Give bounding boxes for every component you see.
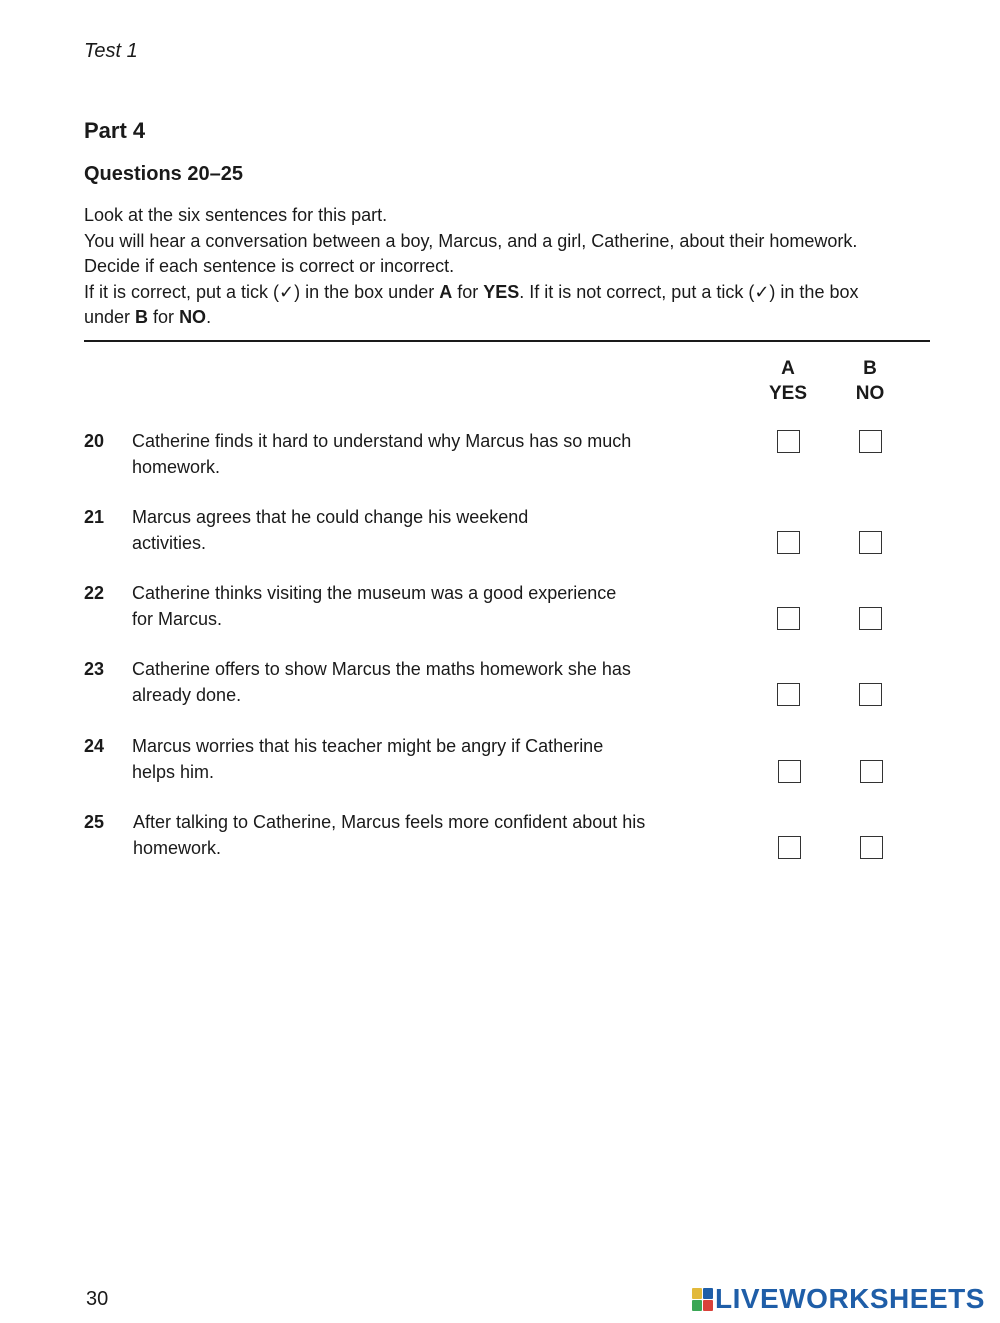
question-number: 22 bbox=[84, 583, 105, 603]
question-text: Catherine finds it hard to understand why Marcus has so much homework. bbox=[132, 431, 632, 477]
logo-square-2 bbox=[703, 1288, 713, 1299]
question-text: Catherine thinks visiting the museum was a good experience for Marcus. bbox=[132, 583, 617, 629]
q20-yes-checkbox[interactable] bbox=[777, 430, 800, 453]
question-number: 25 bbox=[84, 812, 105, 832]
questions-title: Questions 20–25 bbox=[84, 163, 243, 185]
instruction-line-2: You will hear a conversation between a boy, Marcus, and a girl, Catherine, about their homework. bbox=[84, 230, 858, 251]
liveworksheets-logo[interactable] bbox=[692, 1283, 985, 1315]
logo-square-1 bbox=[692, 1288, 702, 1299]
instructions bbox=[84, 203, 934, 331]
page-number: 30 bbox=[86, 1288, 109, 1310]
q25-yes-checkbox[interactable] bbox=[778, 836, 801, 859]
divider-rule bbox=[84, 340, 930, 342]
q24-yes-checkbox[interactable] bbox=[778, 760, 801, 783]
q21-yes-checkbox[interactable] bbox=[777, 531, 800, 554]
instruction-line-5: under B for NO. bbox=[84, 307, 212, 327]
question-number: 23 bbox=[84, 659, 105, 679]
logo-square-4 bbox=[703, 1300, 713, 1311]
column-b-letter: B bbox=[863, 358, 877, 379]
q23-no-checkbox[interactable] bbox=[859, 683, 882, 706]
instruction-line-4: If it is correct, put a tick (✓) in the box under A for YES. If it is not correct, put a tick (✓) in the box bbox=[84, 281, 859, 302]
q22-yes-checkbox[interactable] bbox=[777, 607, 800, 630]
question-number: 20 bbox=[84, 431, 105, 451]
logo-square-3 bbox=[692, 1300, 702, 1311]
q24-no-checkbox[interactable] bbox=[860, 760, 883, 783]
q25-no-checkbox[interactable] bbox=[860, 836, 883, 859]
question-text: Marcus agrees that he could change his weekend activities. bbox=[132, 507, 529, 553]
column-b-header bbox=[840, 356, 900, 406]
column-a-header bbox=[758, 356, 818, 406]
q21-no-checkbox[interactable] bbox=[859, 531, 882, 554]
question-text: Marcus worries that his teacher might be angry if Catherine helps him. bbox=[132, 736, 604, 782]
column-b-label: NO bbox=[855, 383, 885, 404]
brand-name: LIVEWORKSHEETS bbox=[715, 1283, 985, 1314]
column-a-label: YES bbox=[768, 383, 808, 404]
q23-yes-checkbox[interactable] bbox=[777, 683, 800, 706]
question-number: 21 bbox=[84, 507, 105, 527]
instruction-line-3: Decide if each sentence is correct or incorrect. bbox=[84, 256, 455, 276]
column-a-letter: A bbox=[781, 358, 795, 379]
question-text: Catherine offers to show Marcus the maths homework she has already done. bbox=[132, 659, 631, 705]
q22-no-checkbox[interactable] bbox=[859, 607, 882, 630]
part-title: Part 4 bbox=[84, 118, 146, 143]
question-number: 24 bbox=[84, 736, 105, 756]
liveworksheets-icon bbox=[692, 1288, 712, 1310]
q20-no-checkbox[interactable] bbox=[859, 430, 882, 453]
test-label: Test 1 bbox=[84, 40, 138, 62]
instruction-line-1: Look at the six sentences for this part. bbox=[84, 205, 388, 225]
question-text: After talking to Catherine, Marcus feels more confident about his homework. bbox=[133, 812, 646, 858]
